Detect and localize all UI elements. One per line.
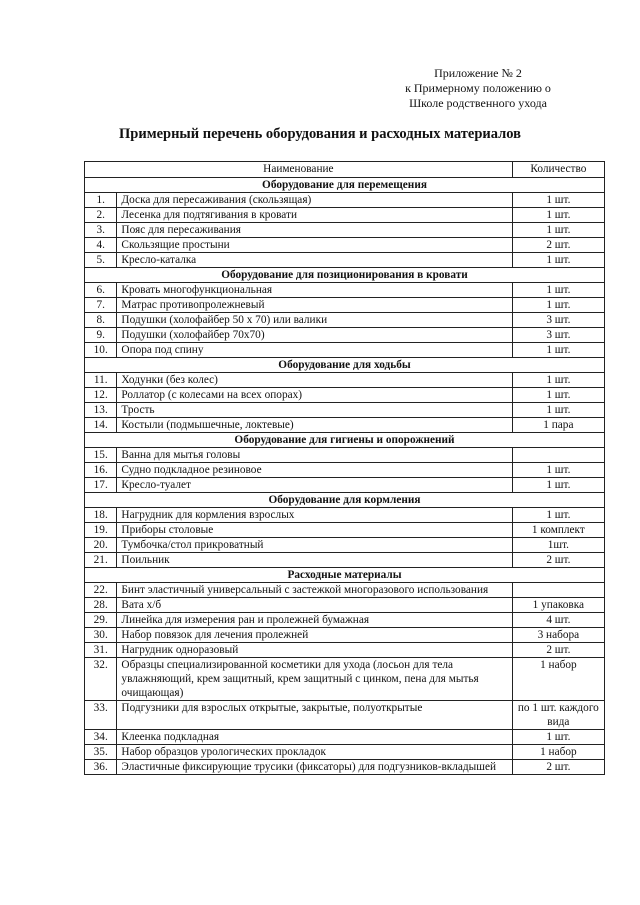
table-row xyxy=(85,643,605,658)
row-number: 32. xyxy=(85,658,117,701)
row-name: Подушки (холофайбер 70х70) xyxy=(117,328,512,343)
section-header-row xyxy=(85,268,605,283)
row-name: Набор образцов урологических прокладок xyxy=(117,745,512,760)
row-number: 34. xyxy=(85,730,117,745)
row-name: Ходунки (без колес) xyxy=(117,373,512,388)
table-row xyxy=(85,208,605,223)
row-name: Подушки (холофайбер 50 х 70) или валики xyxy=(117,313,512,328)
row-name: Подгузники для взрослых открытые, закрытые, полуоткрытые xyxy=(117,701,512,730)
row-name: Бинт эластичный универсальный с застежкой многоразового использования xyxy=(117,583,512,598)
row-name: Лесенка для подтягивания в кровати xyxy=(117,208,512,223)
row-quantity: 1 шт. xyxy=(512,388,604,403)
row-quantity: 1 шт. xyxy=(512,730,604,745)
row-number: 11. xyxy=(85,373,117,388)
row-number: 10. xyxy=(85,343,117,358)
row-number: 20. xyxy=(85,538,117,553)
row-name: Пояс для пересаживания xyxy=(117,223,512,238)
table-row xyxy=(85,658,605,701)
table-row xyxy=(85,701,605,730)
row-number: 35. xyxy=(85,745,117,760)
section-title: Оборудование для позиционирования в кровати xyxy=(85,268,605,283)
section-title: Оборудование для ходьбы xyxy=(85,358,605,373)
row-number: 22. xyxy=(85,583,117,598)
section-header-row xyxy=(85,358,605,373)
table-row xyxy=(85,253,605,268)
appendix-line-2: к Примерному положению о xyxy=(405,81,551,95)
row-number: 3. xyxy=(85,223,117,238)
row-name: Вата х/б xyxy=(117,598,512,613)
row-quantity: 1шт. xyxy=(512,538,604,553)
row-number: 31. xyxy=(85,643,117,658)
row-quantity: 2 шт. xyxy=(512,553,604,568)
page-title: Примерный перечень оборудования и расходных материалов xyxy=(119,126,521,142)
row-number: 4. xyxy=(85,238,117,253)
row-number: 1. xyxy=(85,193,117,208)
row-quantity: 2 шт. xyxy=(512,238,604,253)
table-row xyxy=(85,298,605,313)
row-number: 5. xyxy=(85,253,117,268)
table-header-row xyxy=(85,162,605,178)
table-row xyxy=(85,373,605,388)
row-quantity: 1 шт. xyxy=(512,403,604,418)
section-header-row xyxy=(85,493,605,508)
table-row xyxy=(85,418,605,433)
row-name: Опора под спину xyxy=(117,343,512,358)
row-quantity: 1 шт. xyxy=(512,463,604,478)
row-number: 9. xyxy=(85,328,117,343)
header-name: Наименование xyxy=(85,162,513,178)
table-row xyxy=(85,403,605,418)
row-name: Кровать многофункциональная xyxy=(117,283,512,298)
row-number: 17. xyxy=(85,478,117,493)
row-name: Эластичные фиксирующие трусики (фиксаторы) для подгузников-вкладышей xyxy=(117,760,512,775)
row-number: 28. xyxy=(85,598,117,613)
section-title: Расходные материалы xyxy=(85,568,605,583)
table-row xyxy=(85,343,605,358)
row-number: 18. xyxy=(85,508,117,523)
row-name: Приборы столовые xyxy=(117,523,512,538)
row-name: Судно подкладное резиновое xyxy=(117,463,512,478)
table-body xyxy=(85,178,605,775)
row-quantity: 1 шт. xyxy=(512,373,604,388)
header-quantity: Количество xyxy=(512,162,604,178)
section-header-row xyxy=(85,568,605,583)
row-quantity: 4 шт. xyxy=(512,613,604,628)
section-header-row xyxy=(85,178,605,193)
equipment-table xyxy=(84,161,605,775)
row-number: 29. xyxy=(85,613,117,628)
row-name: Линейка для измерения ран и пролежней бумажная xyxy=(117,613,512,628)
appendix-line-3: Школе родственного ухода xyxy=(409,96,547,110)
table-row xyxy=(85,478,605,493)
row-name: Ванна для мытья головы xyxy=(117,448,512,463)
row-number: 2. xyxy=(85,208,117,223)
row-quantity: 1 шт. xyxy=(512,223,604,238)
row-name: Кресло-туалет xyxy=(117,478,512,493)
row-number: 7. xyxy=(85,298,117,313)
section-title: Оборудование для перемещения xyxy=(85,178,605,193)
appendix-note xyxy=(380,66,576,111)
appendix-line-1: Приложение № 2 xyxy=(434,66,522,80)
row-quantity: 3 шт. xyxy=(512,313,604,328)
row-number: 36. xyxy=(85,760,117,775)
row-quantity: 2 шт. xyxy=(512,760,604,775)
table-row xyxy=(85,628,605,643)
row-name: Образцы специализированной косметики для ухода (лосьон для тела увлажняющий, крем защитный, крем защитный с цинком, пена для мытья очищающая) xyxy=(117,658,512,701)
row-number: 12. xyxy=(85,388,117,403)
row-name: Поильник xyxy=(117,553,512,568)
row-number: 30. xyxy=(85,628,117,643)
row-quantity xyxy=(512,583,604,598)
row-name: Доска для пересаживания (скользящая) xyxy=(117,193,512,208)
row-quantity: 1 шт. xyxy=(512,283,604,298)
row-quantity: 1 пара xyxy=(512,418,604,433)
row-quantity: 1 комплект xyxy=(512,523,604,538)
row-number: 19. xyxy=(85,523,117,538)
row-quantity: 1 шт. xyxy=(512,298,604,313)
table-row xyxy=(85,448,605,463)
table-row xyxy=(85,283,605,298)
row-number: 13. xyxy=(85,403,117,418)
row-quantity: 3 шт. xyxy=(512,328,604,343)
row-quantity: 1 шт. xyxy=(512,193,604,208)
section-title: Оборудование для гигиены и опорожнений xyxy=(85,433,605,448)
row-number: 33. xyxy=(85,701,117,730)
table-row xyxy=(85,553,605,568)
table-row xyxy=(85,508,605,523)
table-row xyxy=(85,745,605,760)
row-quantity: 1 набор xyxy=(512,658,604,701)
row-name: Скользящие простыни xyxy=(117,238,512,253)
row-name: Костыли (подмышечные, локтевые) xyxy=(117,418,512,433)
row-name: Нагрудник одноразовый xyxy=(117,643,512,658)
row-number: 14. xyxy=(85,418,117,433)
row-quantity: 1 набор xyxy=(512,745,604,760)
table-row xyxy=(85,730,605,745)
row-quantity: 3 набора xyxy=(512,628,604,643)
row-name: Роллатор (с колесами на всех опорах) xyxy=(117,388,512,403)
section-header-row xyxy=(85,433,605,448)
row-quantity: 1 шт. xyxy=(512,478,604,493)
table-row xyxy=(85,583,605,598)
table-row xyxy=(85,598,605,613)
section-title: Оборудование для кормления xyxy=(85,493,605,508)
row-quantity: 1 упаковка xyxy=(512,598,604,613)
row-number: 16. xyxy=(85,463,117,478)
row-name: Трость xyxy=(117,403,512,418)
table-row xyxy=(85,760,605,775)
table-row xyxy=(85,388,605,403)
table-row xyxy=(85,538,605,553)
row-name: Нагрудник для кормления взрослых xyxy=(117,508,512,523)
row-name: Кресло-каталка xyxy=(117,253,512,268)
table-row xyxy=(85,238,605,253)
row-number: 6. xyxy=(85,283,117,298)
row-number: 8. xyxy=(85,313,117,328)
row-name: Набор повязок для лечения пролежней xyxy=(117,628,512,643)
row-quantity xyxy=(512,448,604,463)
row-quantity: 1 шт. xyxy=(512,343,604,358)
row-name: Матрас противопролежневый xyxy=(117,298,512,313)
table-row xyxy=(85,193,605,208)
row-name: Тумбочка/стол прикроватный xyxy=(117,538,512,553)
row-number: 21. xyxy=(85,553,117,568)
table-row xyxy=(85,613,605,628)
row-name: Клеенка подкладная xyxy=(117,730,512,745)
row-quantity: 2 шт. xyxy=(512,643,604,658)
table-row xyxy=(85,223,605,238)
table-row xyxy=(85,328,605,343)
row-quantity: 1 шт. xyxy=(512,508,604,523)
row-quantity: по 1 шт. каждого вида xyxy=(512,701,604,730)
row-quantity: 1 шт. xyxy=(512,208,604,223)
row-quantity: 1 шт. xyxy=(512,253,604,268)
table-row xyxy=(85,313,605,328)
table-row xyxy=(85,463,605,478)
row-number: 15. xyxy=(85,448,117,463)
table-row xyxy=(85,523,605,538)
